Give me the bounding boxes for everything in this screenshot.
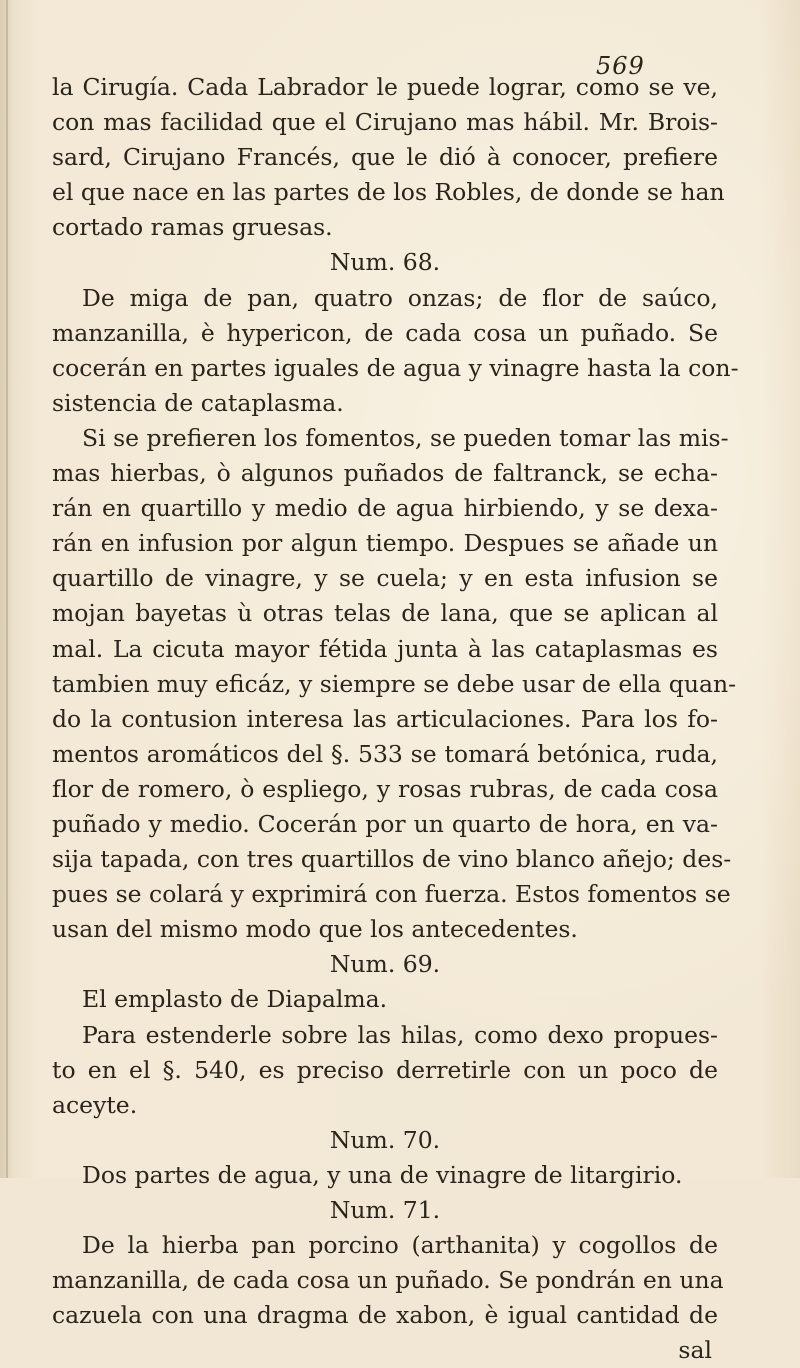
text-line: De la hierba pan porcino (arthanita) y cogollos de	[82, 1231, 718, 1260]
text-line: El emplasto de Diapalma.	[82, 985, 388, 1014]
page-edge-shadow	[6, 0, 8, 1178]
text-line: do la contusion interesa las articulaciones. Para los fo-	[52, 704, 718, 733]
text-line: puñado y medio. Cocerán por un quarto de hora, en va-	[52, 809, 718, 838]
text-line: sija tapada, con tres quartillos de vino blanco añejo; des-	[52, 845, 732, 874]
text-line: cocerán en partes iguales de agua y vinagre hasta la con-	[52, 353, 739, 382]
text-line: Si se prefieren los fomentos, se pueden tomar las mis-	[82, 423, 729, 452]
section-heading: Num. 68.	[329, 248, 441, 277]
text-line: usan del mismo modo que los antecedentes.	[52, 915, 578, 944]
section-heading: Num. 69.	[329, 950, 441, 979]
text-line: mas hierbas, ò algunos puñados de faltranck, se echa-	[52, 459, 718, 488]
text-line: to en el §. 540, es preciso derretirle con un poco de	[52, 1055, 718, 1084]
text-line: cazuela con una dragma de xabon, è igual cantidad de	[52, 1301, 718, 1330]
text-line: con mas facilidad que el Cirujano mas hábil. Mr. Brois-	[52, 108, 718, 137]
text-line: Dos partes de agua, y una de vinagre de litargirio.	[82, 1160, 683, 1189]
text-line: mal. La cicuta mayor fétida junta à las cataplasmas es	[52, 634, 718, 663]
text-line: mentos aromáticos del §. 533 se tomará betónica, ruda,	[52, 739, 718, 768]
text-line: pues se colará y exprimirá con fuerza. Estos fomentos se	[52, 880, 731, 909]
text-line: rán en quartillo y medio de agua hirbiendo, y se dexa-	[52, 494, 718, 523]
text-line: manzanilla, è hypericon, de cada cosa un puñado. Se	[52, 318, 718, 347]
body-text	[52, 70, 739, 1368]
text-line: De miga de pan, quatro onzas; de flor de saúco,	[82, 283, 718, 312]
page-number: 569	[596, 52, 645, 80]
text-line: sistencia de cataplasma.	[52, 388, 344, 417]
text-line: sard, Cirujano Francés, que le dió à conocer, prefiere	[52, 143, 718, 172]
text-line: el que nace en las partes de los Robles, de donde se han	[52, 178, 725, 207]
text-line: aceyte.	[52, 1090, 138, 1119]
text-line: mojan bayetas ù otras telas de lana, que se aplican al	[52, 599, 718, 628]
text-line: la Cirugía. Cada Labrador le puede lograr, como se ve,	[52, 73, 718, 101]
text-line: cortado ramas gruesas.	[52, 213, 333, 242]
text-line: Para estenderle sobre las hilas, como dexo propues-	[82, 1020, 718, 1049]
section-heading: Num. 70.	[329, 1125, 441, 1154]
catchword: sal	[678, 1336, 712, 1365]
text-line: tambien muy eficáz, y siempre se debe usar de ella quan-	[52, 669, 737, 698]
text-line: quartillo de vinagre, y se cuela; y en esta infusion se	[52, 564, 718, 593]
section-heading: Num. 71.	[329, 1196, 441, 1224]
text-line: rán en infusion por algun tiempo. Despues se añade un	[52, 529, 718, 558]
text-line: manzanilla, de cada cosa un puñado. Se pondrán en una	[52, 1266, 724, 1295]
text-line: flor de romero, ò espliego, y rosas rubras, de cada cosa	[52, 774, 718, 803]
